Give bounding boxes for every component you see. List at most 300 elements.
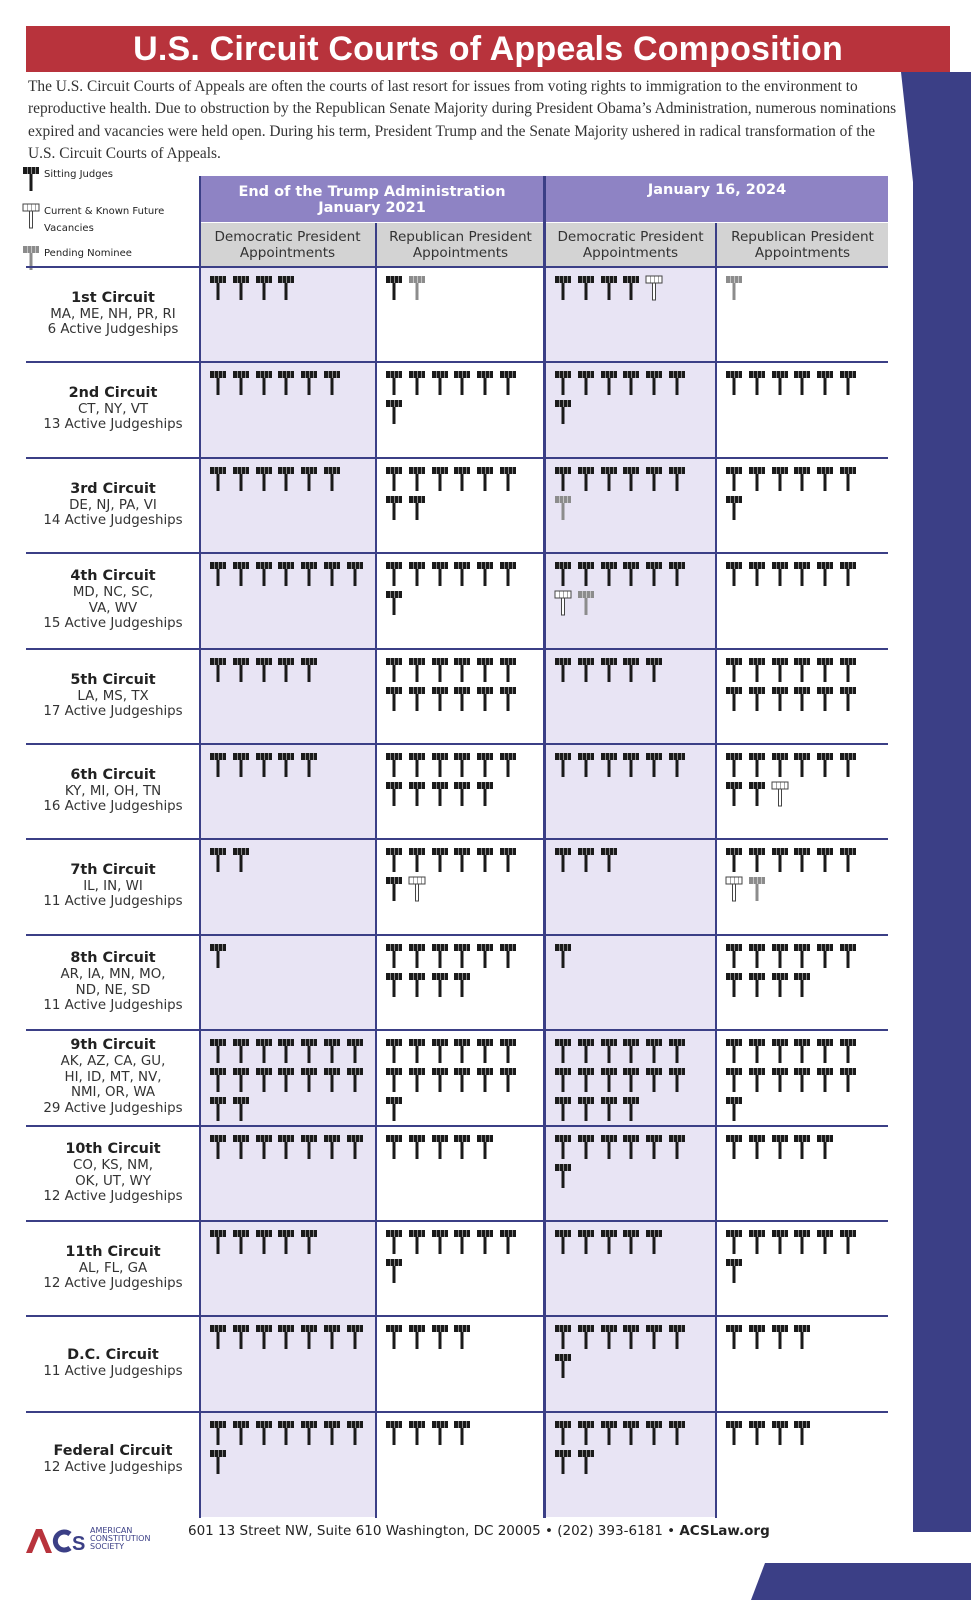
sitting-gavel-icon	[209, 752, 227, 778]
sitting-gavel-icon	[600, 1420, 618, 1446]
sitting-gavel-icon	[209, 1067, 227, 1093]
sitting-gavel-icon	[22, 166, 44, 195]
cell-dem-2021	[201, 650, 375, 743]
sitting-gavel-icon	[748, 847, 766, 873]
sitting-gavel-icon	[577, 1324, 595, 1350]
cell-rep-2024	[717, 650, 888, 743]
sitting-gavel-icon	[209, 466, 227, 492]
sitting-gavel-icon	[622, 1229, 640, 1255]
pending-gavel-icon	[577, 590, 595, 616]
title-banner	[26, 26, 950, 72]
cell-dem-2021	[201, 1413, 375, 1506]
sitting-gavel-icon	[499, 657, 517, 683]
cell-rep-2021	[377, 650, 543, 743]
sitting-gavel-icon	[476, 781, 494, 807]
sitting-gavel-icon	[385, 781, 403, 807]
sitting-gavel-icon	[431, 370, 449, 396]
sitting-gavel-icon	[668, 370, 686, 396]
sitting-gavel-icon	[385, 972, 403, 998]
sitting-gavel-icon	[793, 752, 811, 778]
sitting-gavel-icon	[748, 1067, 766, 1093]
sitting-gavel-icon	[453, 1420, 471, 1446]
cell-rep-2021	[377, 840, 543, 933]
divider-2024-mid	[715, 223, 717, 1518]
sitting-gavel-icon	[600, 1096, 618, 1122]
sitting-gavel-icon	[209, 657, 227, 683]
sitting-gavel-icon	[453, 561, 471, 587]
sitting-gavel-icon	[725, 1324, 743, 1350]
sitting-gavel-icon	[476, 1038, 494, 1064]
sitting-gavel-icon	[645, 1324, 663, 1350]
acs-logo	[26, 1521, 166, 1557]
sitting-gavel-icon	[323, 1420, 341, 1446]
sitting-gavel-icon	[725, 943, 743, 969]
cell-rep-2024	[717, 1031, 888, 1124]
sitting-gavel-icon	[277, 561, 295, 587]
vacancy-gavel-icon	[645, 275, 663, 301]
cell-rep-2021	[377, 1031, 543, 1124]
sitting-gavel-icon	[209, 275, 227, 301]
sitting-gavel-icon	[725, 1229, 743, 1255]
sitting-gavel-icon	[725, 1067, 743, 1093]
circuit-name: 6th Circuit	[70, 766, 156, 783]
footer-navy-bar	[765, 1563, 971, 1600]
sitting-gavel-icon	[725, 1420, 743, 1446]
sitting-gavel-icon	[600, 1067, 618, 1093]
cell-dem-2024	[546, 1317, 715, 1410]
sitting-gavel-icon	[771, 657, 789, 683]
sitting-gavel-icon	[209, 847, 227, 873]
sitting-gavel-icon	[453, 1134, 471, 1160]
sitting-gavel-icon	[476, 847, 494, 873]
cell-dem-2024	[546, 936, 715, 1029]
sitting-gavel-icon	[431, 1229, 449, 1255]
cell-dem-2021	[201, 1222, 375, 1315]
sitting-gavel-icon	[232, 370, 250, 396]
sitting-gavel-icon	[793, 943, 811, 969]
cell-dem-2021	[201, 554, 375, 647]
sitting-gavel-icon	[431, 752, 449, 778]
sitting-gavel-icon	[748, 943, 766, 969]
circuit-states: CO, KS, NM,	[72, 1157, 154, 1173]
circuit-states: IL, IN, WI	[83, 878, 143, 894]
subheader-2024-dem: Democratic President Appointments	[546, 223, 715, 267]
cell-dem-2024	[546, 745, 715, 838]
pending-gavel-icon	[408, 275, 426, 301]
sitting-gavel-icon	[300, 1134, 318, 1160]
sitting-gavel-icon	[453, 1324, 471, 1350]
pending-gavel-icon	[554, 495, 572, 521]
sitting-gavel-icon	[209, 1324, 227, 1350]
circuit-name: 2nd Circuit	[68, 384, 158, 401]
circuit-judgeships: 12 Active Judgeships	[43, 1189, 183, 1205]
sitting-gavel-icon	[385, 1067, 403, 1093]
sitting-gavel-icon	[622, 466, 640, 492]
cell-dem-2021	[201, 840, 375, 933]
sitting-gavel-icon	[255, 275, 273, 301]
circuit-states: LA, MS, TX	[77, 688, 149, 704]
sitting-gavel-icon	[499, 943, 517, 969]
sitting-gavel-icon	[554, 847, 572, 873]
sitting-gavel-icon	[408, 1134, 426, 1160]
circuit-label	[26, 650, 200, 743]
cell-rep-2024	[717, 1222, 888, 1315]
sitting-gavel-icon	[385, 590, 403, 616]
circuit-judgeships: 29 Active Judgeships	[43, 1101, 183, 1117]
sitting-gavel-icon	[577, 1449, 595, 1475]
sitting-gavel-icon	[209, 943, 227, 969]
circuit-judgeships: 12 Active Judgeships	[43, 1276, 183, 1292]
cell-dem-2021	[201, 268, 375, 361]
circuit-judgeships: 16 Active Judgeships	[43, 799, 183, 815]
vacancy-gavel-icon	[554, 590, 572, 616]
legend-label-sitting: Sitting Judges	[44, 169, 113, 180]
sitting-gavel-icon	[645, 1067, 663, 1093]
sitting-gavel-icon	[622, 370, 640, 396]
circuit-name: 5th Circuit	[70, 671, 156, 688]
cell-dem-2024	[546, 650, 715, 743]
sitting-gavel-icon	[816, 657, 834, 683]
circuit-states: MA, ME, NH, PR, RI	[50, 306, 176, 322]
sitting-gavel-icon	[476, 752, 494, 778]
sitting-gavel-icon	[622, 752, 640, 778]
sitting-gavel-icon	[255, 1229, 273, 1255]
sitting-gavel-icon	[499, 466, 517, 492]
circuit-label	[26, 1127, 200, 1220]
sitting-gavel-icon	[554, 752, 572, 778]
sitting-gavel-icon	[577, 1420, 595, 1446]
page-title: U.S. Circuit Courts of Appeals Composition	[133, 29, 843, 68]
sitting-gavel-icon	[232, 1134, 250, 1160]
sitting-gavel-icon	[554, 466, 572, 492]
sitting-gavel-icon	[476, 466, 494, 492]
sitting-gavel-icon	[300, 1324, 318, 1350]
sitting-gavel-icon	[771, 972, 789, 998]
sitting-gavel-icon	[645, 1229, 663, 1255]
sitting-gavel-icon	[277, 752, 295, 778]
sitting-gavel-icon	[748, 1229, 766, 1255]
sitting-gavel-icon	[277, 1229, 295, 1255]
sitting-gavel-icon	[499, 1067, 517, 1093]
sitting-gavel-icon	[323, 561, 341, 587]
sitting-gavel-icon	[748, 1420, 766, 1446]
sitting-gavel-icon	[385, 370, 403, 396]
sitting-gavel-icon	[408, 657, 426, 683]
sitting-gavel-icon	[431, 1038, 449, 1064]
pending-gavel-icon	[725, 275, 743, 301]
sitting-gavel-icon	[499, 847, 517, 873]
sitting-gavel-icon	[255, 1067, 273, 1093]
sitting-gavel-icon	[554, 1067, 572, 1093]
cell-rep-2024	[717, 840, 888, 933]
sitting-gavel-icon	[771, 561, 789, 587]
sitting-gavel-icon	[453, 686, 471, 712]
sitting-gavel-icon	[645, 370, 663, 396]
cell-dem-2021	[201, 936, 375, 1029]
sitting-gavel-icon	[816, 561, 834, 587]
sitting-gavel-icon	[453, 847, 471, 873]
circuit-name: 7th Circuit	[70, 861, 156, 878]
sitting-gavel-icon	[476, 370, 494, 396]
sitting-gavel-icon	[645, 657, 663, 683]
sitting-gavel-icon	[323, 1134, 341, 1160]
sitting-gavel-icon	[622, 1096, 640, 1122]
sitting-gavel-icon	[232, 1038, 250, 1064]
sitting-gavel-icon	[748, 781, 766, 807]
circuit-states: AR, IA, MN, MO,	[60, 966, 166, 982]
sitting-gavel-icon	[645, 466, 663, 492]
sitting-gavel-icon	[554, 399, 572, 425]
sitting-gavel-icon	[645, 1038, 663, 1064]
circuit-name: D.C. Circuit	[67, 1346, 159, 1363]
sitting-gavel-icon	[300, 370, 318, 396]
sitting-gavel-icon	[577, 847, 595, 873]
sitting-gavel-icon	[554, 370, 572, 396]
sitting-gavel-icon	[839, 752, 857, 778]
footer-website-link[interactable]: ACSLaw.org	[679, 1523, 770, 1539]
sitting-gavel-icon	[622, 1134, 640, 1160]
sitting-gavel-icon	[816, 1134, 834, 1160]
sitting-gavel-icon	[300, 1420, 318, 1446]
sitting-gavel-icon	[255, 370, 273, 396]
sitting-gavel-icon	[385, 943, 403, 969]
cell-rep-2021	[377, 936, 543, 1029]
sitting-gavel-icon	[554, 1038, 572, 1064]
sitting-gavel-icon	[771, 943, 789, 969]
sitting-gavel-icon	[277, 1420, 295, 1446]
sitting-gavel-icon	[209, 370, 227, 396]
sitting-gavel-icon	[771, 1134, 789, 1160]
legend-item-vacancy	[22, 203, 192, 237]
sitting-gavel-icon	[771, 847, 789, 873]
sitting-gavel-icon	[408, 752, 426, 778]
subheader-2021-dem: Democratic President Appointments	[200, 223, 375, 267]
sitting-gavel-icon	[622, 1324, 640, 1350]
sitting-gavel-icon	[453, 657, 471, 683]
circuit-judgeships: 13 Active Judgeships	[43, 417, 183, 433]
sitting-gavel-icon	[554, 1353, 572, 1379]
footer-address	[188, 1523, 770, 1539]
cell-rep-2024	[717, 745, 888, 838]
sitting-gavel-icon	[725, 1134, 743, 1160]
cell-dem-2024	[546, 1127, 715, 1220]
sitting-gavel-icon	[771, 370, 789, 396]
sitting-gavel-icon	[725, 1038, 743, 1064]
cell-rep-2021	[377, 1413, 543, 1506]
sitting-gavel-icon	[232, 847, 250, 873]
sitting-gavel-icon	[748, 1134, 766, 1160]
sitting-gavel-icon	[431, 1420, 449, 1446]
sitting-gavel-icon	[839, 466, 857, 492]
sitting-gavel-icon	[554, 1163, 572, 1189]
cell-rep-2024	[717, 1413, 888, 1506]
circuit-states: VA, WV	[88, 600, 138, 616]
sitting-gavel-icon	[622, 1067, 640, 1093]
cell-rep-2021	[377, 1222, 543, 1315]
sitting-gavel-icon	[600, 1229, 618, 1255]
sitting-gavel-icon	[554, 1229, 572, 1255]
sitting-gavel-icon	[323, 1038, 341, 1064]
sitting-gavel-icon	[499, 752, 517, 778]
sitting-gavel-icon	[816, 752, 834, 778]
sitting-gavel-icon	[255, 561, 273, 587]
sitting-gavel-icon	[793, 1038, 811, 1064]
sitting-gavel-icon	[645, 752, 663, 778]
vacancy-gavel-icon	[22, 203, 44, 232]
sitting-gavel-icon	[816, 1229, 834, 1255]
circuit-name: 10th Circuit	[65, 1140, 161, 1157]
sitting-gavel-icon	[300, 752, 318, 778]
circuit-name: 8th Circuit	[70, 949, 156, 966]
sitting-gavel-icon	[232, 1229, 250, 1255]
subheader-2021-rep: Republican President Appointments	[377, 223, 544, 267]
sitting-gavel-icon	[385, 1229, 403, 1255]
sitting-gavel-icon	[476, 686, 494, 712]
sitting-gavel-icon	[408, 1067, 426, 1093]
sitting-gavel-icon	[385, 686, 403, 712]
sitting-gavel-icon	[622, 1420, 640, 1446]
sitting-gavel-icon	[323, 466, 341, 492]
sitting-gavel-icon	[554, 275, 572, 301]
sitting-gavel-icon	[554, 943, 572, 969]
circuit-name: Federal Circuit	[53, 1442, 173, 1459]
right-navy-wedge	[901, 72, 913, 182]
sitting-gavel-icon	[725, 466, 743, 492]
cell-dem-2024	[546, 1413, 715, 1506]
cell-rep-2021	[377, 268, 543, 361]
cell-rep-2021	[377, 1317, 543, 1410]
sitting-gavel-icon	[499, 686, 517, 712]
org-name-line-1: AMERICAN	[90, 1526, 133, 1535]
sitting-gavel-icon	[453, 972, 471, 998]
sitting-gavel-icon	[577, 1229, 595, 1255]
sitting-gavel-icon	[300, 466, 318, 492]
circuit-judgeships: 14 Active Judgeships	[43, 513, 183, 529]
circuit-states: OK, UT, WY	[75, 1173, 151, 1189]
sitting-gavel-icon	[499, 1229, 517, 1255]
sitting-gavel-icon	[255, 1038, 273, 1064]
circuit-name: 4th Circuit	[70, 567, 156, 584]
sitting-gavel-icon	[346, 1038, 364, 1064]
sitting-gavel-icon	[793, 1134, 811, 1160]
sitting-gavel-icon	[600, 466, 618, 492]
circuit-label	[26, 936, 200, 1029]
legend	[22, 166, 192, 282]
sitting-gavel-icon	[600, 1134, 618, 1160]
sitting-gavel-icon	[554, 1134, 572, 1160]
sitting-gavel-icon	[277, 657, 295, 683]
circuit-states: ND, NE, SD	[75, 982, 151, 998]
sitting-gavel-icon	[748, 657, 766, 683]
sitting-gavel-icon	[431, 1134, 449, 1160]
sitting-gavel-icon	[600, 275, 618, 301]
acs-org-name	[90, 1527, 160, 1551]
sitting-gavel-icon	[431, 1324, 449, 1350]
sitting-gavel-icon	[793, 657, 811, 683]
sitting-gavel-icon	[385, 657, 403, 683]
right-navy-band	[913, 72, 971, 1532]
legend-label-vacancy: Current & Known Future Vacancies	[44, 206, 165, 234]
sitting-gavel-icon	[816, 466, 834, 492]
sitting-gavel-icon	[668, 466, 686, 492]
sitting-gavel-icon	[408, 1229, 426, 1255]
sitting-gavel-icon	[577, 275, 595, 301]
cell-rep-2024	[717, 363, 888, 456]
sitting-gavel-icon	[816, 1038, 834, 1064]
circuit-judgeships: 17 Active Judgeships	[43, 704, 183, 720]
circuit-name: 3rd Circuit	[70, 480, 156, 497]
sitting-gavel-icon	[385, 466, 403, 492]
sitting-gavel-icon	[209, 1449, 227, 1475]
sitting-gavel-icon	[346, 1134, 364, 1160]
sitting-gavel-icon	[839, 686, 857, 712]
sitting-gavel-icon	[725, 561, 743, 587]
sitting-gavel-icon	[622, 1038, 640, 1064]
sitting-gavel-icon	[748, 1038, 766, 1064]
circuit-states: CT, NY, VT	[77, 401, 149, 417]
sitting-gavel-icon	[408, 943, 426, 969]
sitting-gavel-icon	[232, 657, 250, 683]
sitting-gavel-icon	[277, 466, 295, 492]
sitting-gavel-icon	[300, 1229, 318, 1255]
intro-paragraph: The U.S. Circuit Courts of Appeals are often the courts of last resort for issues from voting rights to immigration to the environment to reproductive health. Due to obstruction by the Republican Senate Majority during President Obama’s Administration, numerous nominations expired and vacancies were held open. During his term, President Trump and the Senate Majority ushered in radical transformation of the U.S. Circuit Courts of Appeals.	[28, 78, 897, 162]
sitting-gavel-icon	[277, 1134, 295, 1160]
sitting-gavel-icon	[323, 1067, 341, 1093]
sitting-gavel-icon	[453, 943, 471, 969]
sitting-gavel-icon	[323, 1324, 341, 1350]
sitting-gavel-icon	[725, 781, 743, 807]
sitting-gavel-icon	[793, 1420, 811, 1446]
sitting-gavel-icon	[385, 1134, 403, 1160]
sitting-gavel-icon	[839, 561, 857, 587]
vacancy-gavel-icon	[408, 876, 426, 902]
circuit-states: KY, MI, OH, TN	[64, 783, 162, 799]
circuit-label	[26, 459, 200, 552]
sitting-gavel-icon	[839, 657, 857, 683]
pending-gavel-icon	[748, 876, 766, 902]
sitting-gavel-icon	[577, 466, 595, 492]
sitting-gavel-icon	[255, 1420, 273, 1446]
sitting-gavel-icon	[725, 495, 743, 521]
cell-dem-2021	[201, 1031, 375, 1124]
circuit-name: 1st Circuit	[71, 289, 155, 306]
sitting-gavel-icon	[431, 847, 449, 873]
sitting-gavel-icon	[453, 752, 471, 778]
sitting-gavel-icon	[499, 561, 517, 587]
vacancy-gavel-icon	[725, 876, 743, 902]
sitting-gavel-icon	[431, 781, 449, 807]
sitting-gavel-icon	[725, 847, 743, 873]
sitting-gavel-icon	[554, 561, 572, 587]
sitting-gavel-icon	[408, 1420, 426, 1446]
sitting-gavel-icon	[300, 1067, 318, 1093]
circuit-label	[26, 1222, 200, 1315]
sitting-gavel-icon	[577, 752, 595, 778]
sitting-gavel-icon	[645, 561, 663, 587]
sitting-gavel-icon	[476, 657, 494, 683]
sitting-gavel-icon	[668, 1134, 686, 1160]
legend-item-sitting	[22, 166, 192, 195]
sitting-gavel-icon	[255, 1324, 273, 1350]
circuit-name: 9th Circuit	[70, 1037, 156, 1053]
circuit-judgeships: 11 Active Judgeships	[43, 1363, 183, 1379]
sitting-gavel-icon	[839, 847, 857, 873]
cell-dem-2021	[201, 363, 375, 456]
sitting-gavel-icon	[476, 1067, 494, 1093]
cell-dem-2024	[546, 459, 715, 552]
sitting-gavel-icon	[554, 1449, 572, 1475]
sitting-gavel-icon	[600, 847, 618, 873]
